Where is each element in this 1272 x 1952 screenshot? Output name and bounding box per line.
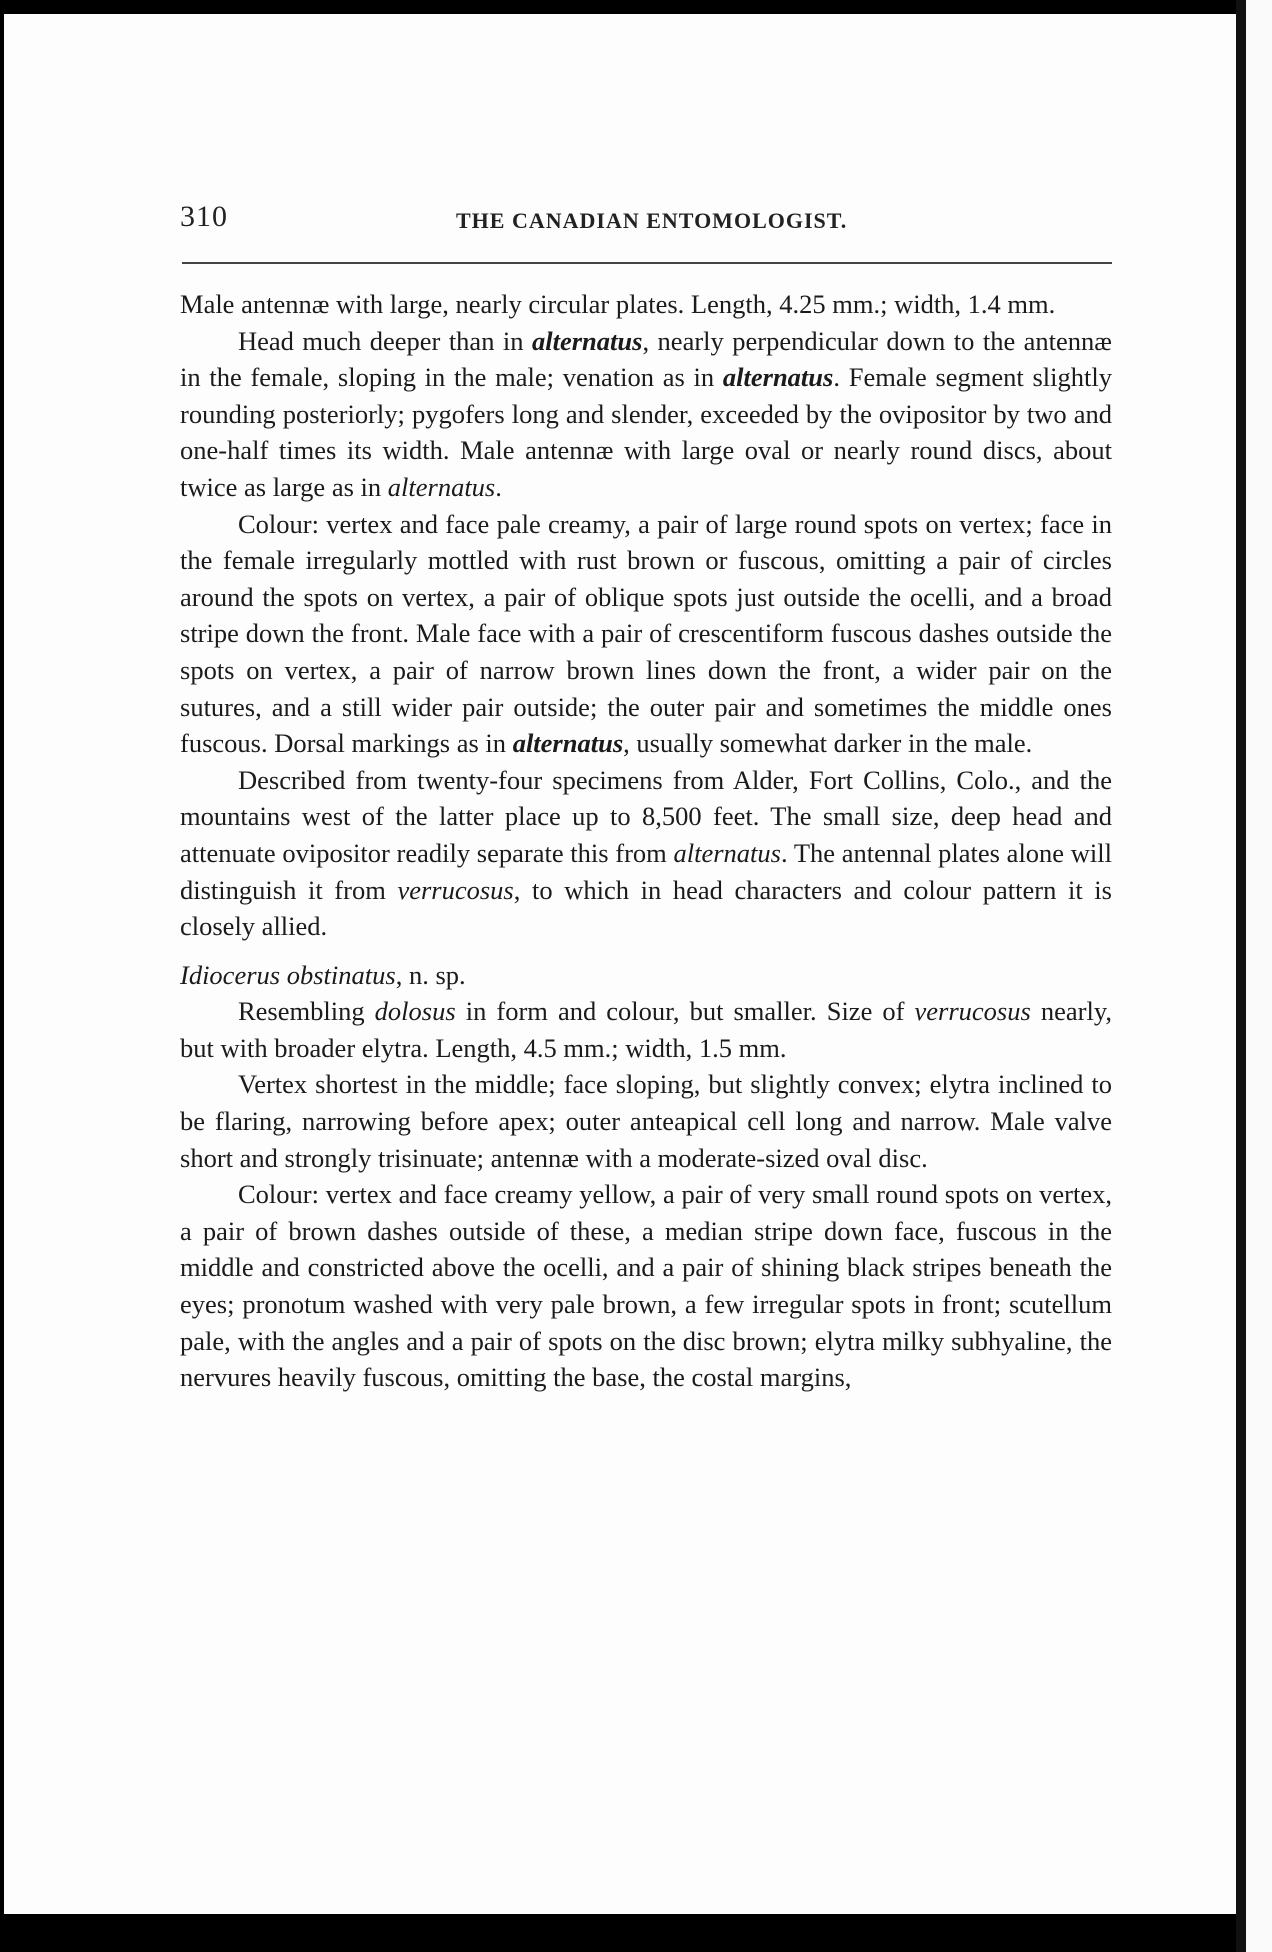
running-title: THE CANADIAN ENTOMOLOGIST. <box>456 208 848 233</box>
page-gutter-shadow <box>1236 0 1246 1952</box>
paragraph <box>180 323 1112 506</box>
paragraph <box>180 506 1112 762</box>
text-run: Head much deeper than in <box>238 325 532 356</box>
species-name: dolosus <box>374 996 456 1027</box>
paragraph <box>180 1176 1112 1396</box>
text-run: Described from twenty-four specimens from Alder, Fort Collins, Colo., and the mountains west of the latter place up to 8,500 feet. The small size, deep head and attenuate ovipositor readily separate this from <box>180 764 1112 868</box>
species-name: Idiocerus obstinatus <box>180 959 396 990</box>
paragraph <box>180 762 1112 945</box>
species-heading <box>180 957 1112 994</box>
text-run: Male antennæ with large, nearly circular plates. Length, 4.25 mm.; width, 1.4 mm. <box>180 289 1056 319</box>
paragraph <box>180 286 1112 323</box>
text-run: . Female segment slightly rounding posteriorly; pygofers long and slender, exceeded by the ovipositor by two and one-half times its width. Male antennæ with large oval or nearly round discs, about twice as large as in <box>180 362 1112 502</box>
text-run: , usually somewhat darker in the male. <box>623 728 1033 759</box>
species-name: alternatus <box>532 325 643 356</box>
species-name: alternatus <box>512 728 624 759</box>
text-run: in form and colour, but smaller. Size of <box>455 996 915 1027</box>
text-run: nearly, but with broader elytra. Length, 4.5 mm.; width, 1.5 mm. <box>180 996 1112 1063</box>
adjacent-page-edge <box>1246 0 1272 1952</box>
text-run: Vertex shortest in the middle; face sloping, but slightly convex; elytra inclined to be flaring, narrowing before apex; outer anteapical cell long and narrow. Male valve short and strongly trisinuate; antennæ with a moderate-sized oval disc. <box>180 1069 1112 1173</box>
species-name: alternatus <box>673 837 781 868</box>
species-name: alternatus <box>722 362 834 393</box>
article-body <box>180 286 1112 1396</box>
text-run: Colour: vertex and face pale creamy, a pair of large round spots on vertex; face in the female irregularly mottled with rust brown or fuscous, omitting a pair of circles around the spots on vertex, a pair of oblique spots just outside the ocelli, and a broad stripe down the front. Male face with a pair of crescentiform fuscous dashes outside the spots on vertex, a pair of narrow brown lines down the front, a wider pair on the sutures, and a still wider pair outside; the outer pair and sometimes the middle ones fuscous. Dorsal markings as in <box>180 508 1112 759</box>
text-run: Resembling <box>238 996 375 1027</box>
text-run: . <box>495 471 502 502</box>
paragraph <box>180 1066 1112 1176</box>
species-name: verrucosus <box>914 996 1031 1027</box>
species-name: alternatus <box>387 471 496 502</box>
page-header <box>180 200 1112 240</box>
text-run: , to which in head characters and colour pattern it is closely allied. <box>180 874 1112 942</box>
species-name: verrucosus <box>397 874 514 905</box>
paragraph <box>180 993 1112 1066</box>
page-number: 310 <box>180 200 228 233</box>
text-run: , n. sp. <box>395 959 466 990</box>
text-run: Colour: vertex and face creamy yellow, a pair of very small round spots on vertex, a pair of brown dashes outside of these, a median stripe down face, fuscous in the middle and constricted above the ocelli, and a pair of shining black stripes beneath the eyes; pronotum washed with very pale brown, a few irregular spots in front; scutellum pale, with the angles and a pair of spots on the disc brown; elytra milky subhyaline, the nervures heavily fuscous, omitting the base, the costal margins, <box>180 1179 1112 1393</box>
header-rule <box>182 262 1112 264</box>
text-run: , nearly perpendicular down to the antennæ in the female, sloping in the male; venation as in <box>180 325 1112 393</box>
text-run: . The antennal plates alone will distinguish it from <box>180 837 1112 905</box>
